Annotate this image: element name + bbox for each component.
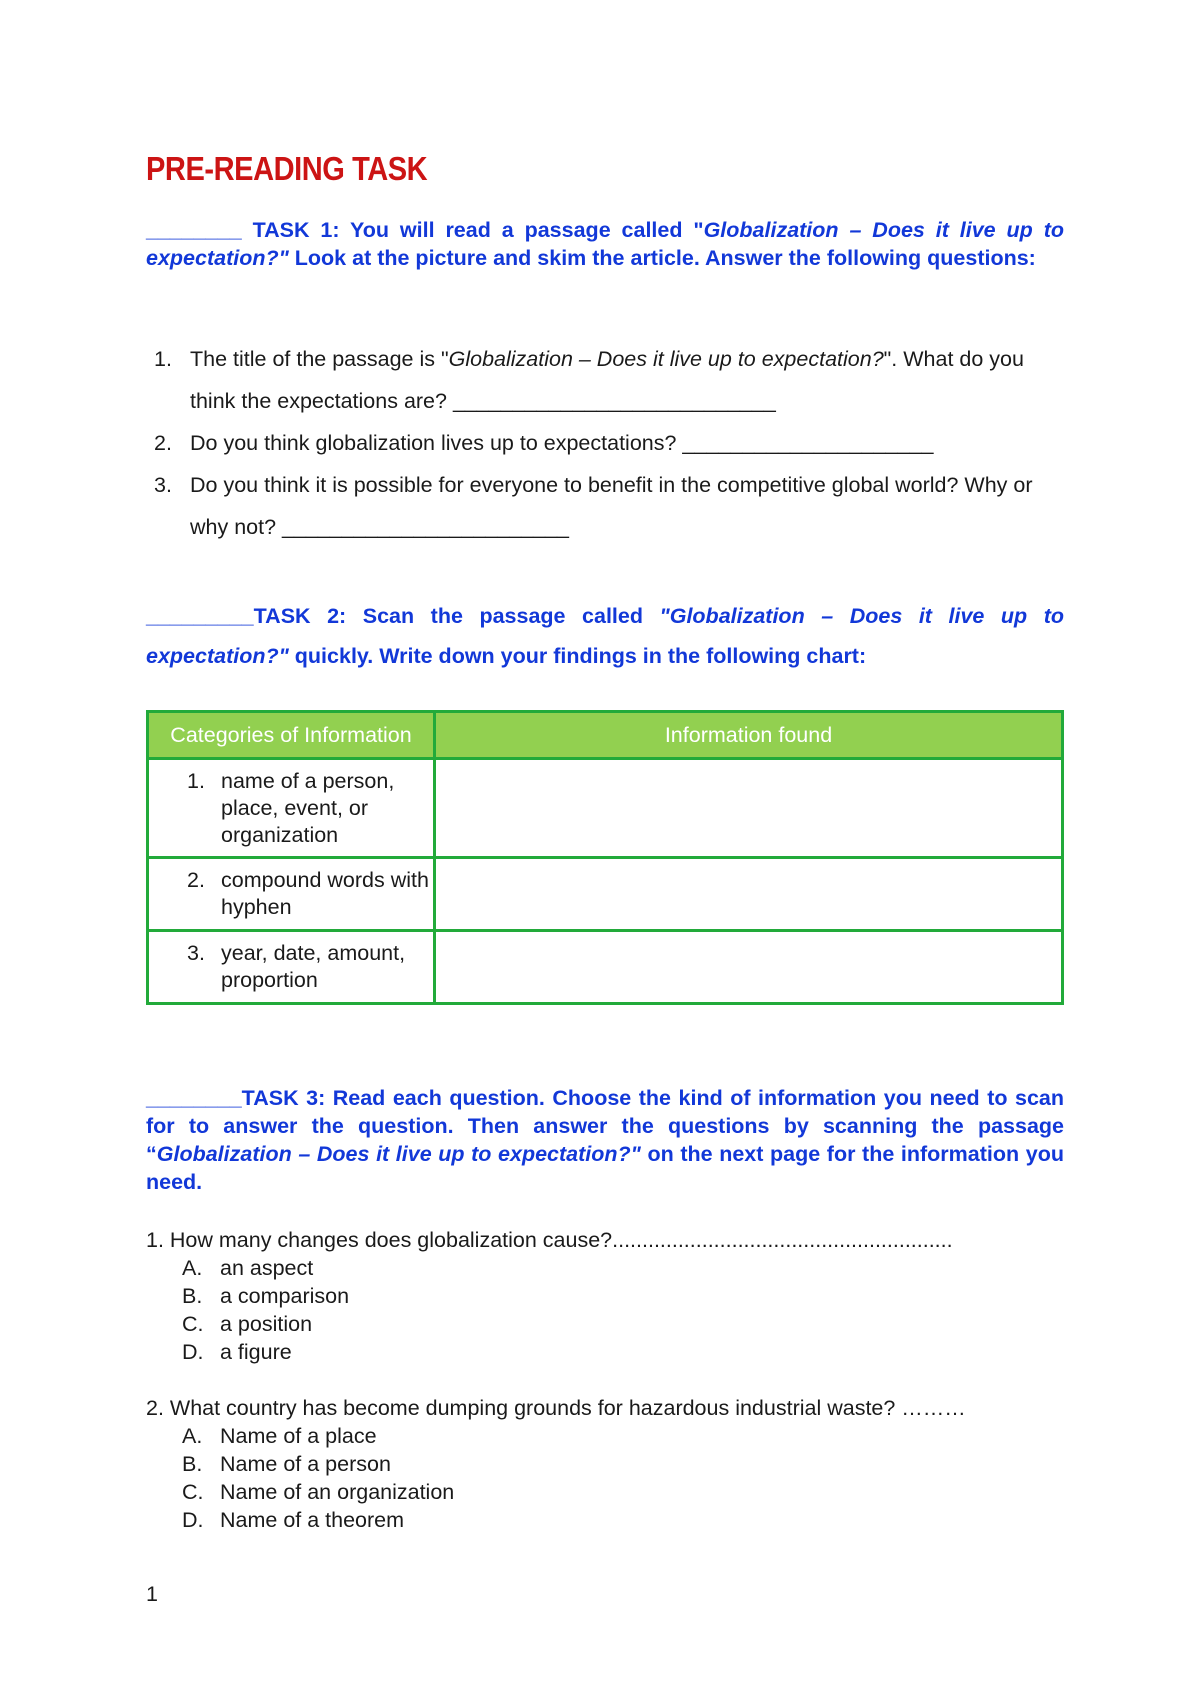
table-row xyxy=(148,858,1063,931)
option-letter: D. xyxy=(182,1508,204,1532)
task3-text-a: TASK 3: Read each question. Choose the kind of information you need to scan for to answer the question. Then answer the questions by scanning the passage “ xyxy=(146,1086,1064,1166)
option-letter: B. xyxy=(182,1452,203,1476)
task3-passage-title: Globalization – Does it live up to expectation?" xyxy=(156,1142,641,1166)
question-passage-title: Globalization – Does it live up to expectation? xyxy=(448,347,884,371)
mcq-question-text: 2. What country has become dumping grounds for hazardous industrial waste? ……… xyxy=(146,1396,966,1420)
task1-question xyxy=(146,338,1064,422)
table-row xyxy=(148,931,1063,1004)
task2-answer-blank: _________ xyxy=(146,604,254,628)
mcq-option[interactable] xyxy=(146,1338,1064,1366)
table-header-row xyxy=(148,712,1063,759)
task3-instructions xyxy=(146,1084,1064,1196)
findings-chart-table xyxy=(146,710,1064,1005)
option-letter: B. xyxy=(182,1284,203,1308)
page-number: 1 xyxy=(146,1582,158,1606)
option-text: Name of a person xyxy=(220,1452,391,1476)
category-cell xyxy=(148,759,435,858)
option-text: Name of an organization xyxy=(220,1480,455,1504)
option-text: a figure xyxy=(220,1340,292,1364)
question-text-a: The title of the passage is " xyxy=(190,347,449,371)
option-text: Name of a theorem xyxy=(220,1508,405,1532)
mcq-option[interactable] xyxy=(146,1422,1064,1450)
option-letter: D. xyxy=(182,1340,204,1364)
mcq-option[interactable] xyxy=(146,1254,1064,1282)
task1-instructions xyxy=(146,216,1064,272)
mcq-option[interactable] xyxy=(146,1478,1064,1506)
task1-question xyxy=(146,464,1064,548)
category-cell xyxy=(148,858,435,931)
question-text: Do you think globalization lives up to expectations? _____________________ xyxy=(190,431,934,455)
mcq-question-text: 1. How many changes does globalization cause?......................................................... xyxy=(146,1228,953,1252)
category-text: name of a person, place, event, or organization xyxy=(221,769,395,847)
mcq-option[interactable] xyxy=(146,1282,1064,1310)
task3-answer-blank: ________ xyxy=(146,1086,242,1110)
mcq-question-2 xyxy=(146,1394,1064,1534)
option-text: a comparison xyxy=(220,1284,350,1308)
task1-passage-title: Globalization – Does it live up to expectation?" xyxy=(146,218,1064,270)
option-letter: C. xyxy=(182,1312,204,1336)
question-text-b: ". What do you think the expectations are? ___________________________ xyxy=(190,347,1024,413)
mcq-question-1 xyxy=(146,1226,1064,1366)
option-text: an aspect xyxy=(220,1256,314,1280)
category-text: year, date, amount, proportion xyxy=(221,941,406,992)
information-found-cell[interactable] xyxy=(435,931,1063,1004)
option-text: a position xyxy=(220,1312,313,1336)
category-cell xyxy=(148,931,435,1004)
information-found-cell[interactable] xyxy=(435,858,1063,931)
question-number: 3. xyxy=(154,473,172,497)
row-number: 2. xyxy=(187,868,205,892)
task1-answer-blank: ________ xyxy=(146,218,242,242)
task1-text-a: TASK 1: You will read a passage called " xyxy=(241,218,704,242)
page-title: PRE-READING TASK xyxy=(146,150,428,187)
task2-instructions xyxy=(146,596,1064,676)
option-letter: A. xyxy=(182,1256,203,1280)
task2-text-b: quickly. Write down your findings in the following chart: xyxy=(288,644,867,668)
task1-question xyxy=(146,422,1064,464)
task1-text-b: Look at the picture and skim the article. Answer the following questions: xyxy=(288,246,1036,270)
mcq-option[interactable] xyxy=(146,1310,1064,1338)
task2-text-a: TASK 2: Scan the passage called xyxy=(253,604,660,628)
option-letter: C. xyxy=(182,1480,204,1504)
row-number: 1. xyxy=(187,769,205,793)
mcq-option[interactable] xyxy=(146,1450,1064,1478)
information-found-cell[interactable] xyxy=(435,759,1063,858)
question-number: 1. xyxy=(154,347,172,371)
mcq-option[interactable] xyxy=(146,1506,1064,1534)
option-text: Name of a place xyxy=(220,1424,377,1448)
row-number: 3. xyxy=(187,941,205,965)
question-text: Do you think it is possible for everyone to benefit in the competitive global world? Why or why not? ________________________ xyxy=(190,473,1033,539)
task2-passage-title: "Globalization – Does it live up to expectation?" xyxy=(146,604,1064,668)
option-letter: A. xyxy=(182,1424,203,1448)
table-row xyxy=(148,759,1063,858)
header-categories: Categories of Information xyxy=(148,712,435,759)
category-text: compound words with hyphen xyxy=(221,868,429,919)
task1-question-list xyxy=(146,338,1064,548)
question-number: 2. xyxy=(154,431,172,455)
task3-text-b: on the next page for the information you need. xyxy=(146,1142,1064,1194)
header-information-found: Information found xyxy=(435,712,1063,759)
